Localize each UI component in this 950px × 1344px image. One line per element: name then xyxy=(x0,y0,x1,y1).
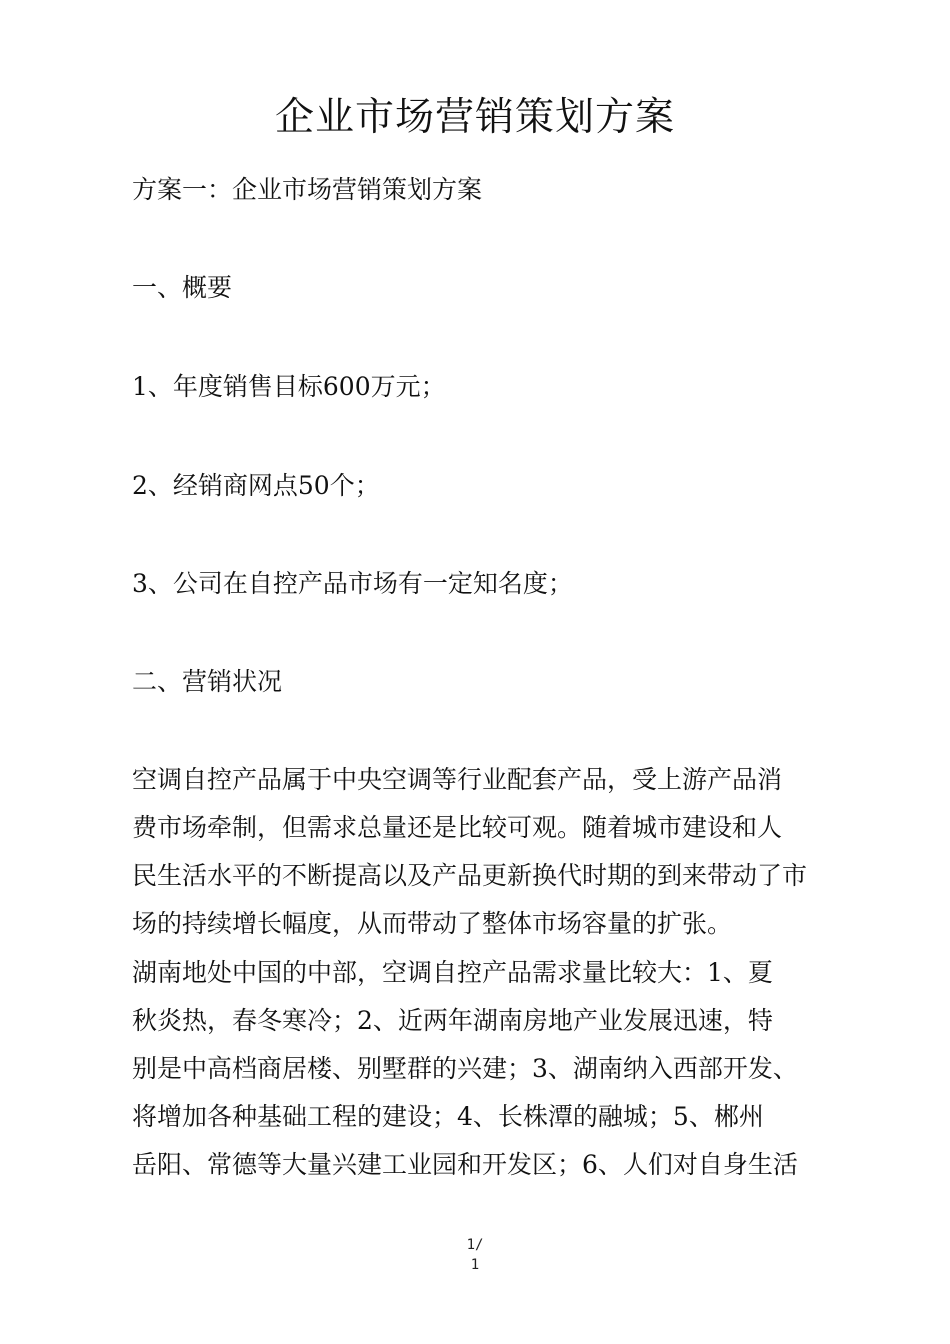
page-number-line: 1 xyxy=(470,1257,480,1273)
section-heading-overview: 一、概要 xyxy=(132,273,233,302)
body-paragraph xyxy=(132,956,832,1196)
paragraph-line: 秋炎热，春冬寒冷；2、近两年湖南房地产业发展迅速，特 xyxy=(132,1006,773,1035)
paragraph-line: 湖南地处中国的中部，空调自控产品需求量比较大：1、夏 xyxy=(132,958,773,987)
page-number-line: 1/ xyxy=(466,1237,484,1253)
paragraph-line: 费市场牵制，但需求总量还是比较可观。随着城市建设和人 xyxy=(132,813,783,842)
list-item: 1、年度销售目标600万元； xyxy=(132,372,446,401)
paragraph-line: 别是中高档商居楼、别墅群的兴建；3、湖南纳入西部开发、 xyxy=(132,1054,798,1083)
document-subtitle: 方案一：企业市场营销策划方案 xyxy=(132,175,483,204)
paragraph-line: 场的持续增长幅度，从而带动了整体市场容量的扩张。 xyxy=(132,909,733,938)
section-heading-marketing-status: 二、营销状况 xyxy=(132,667,283,696)
paragraph-line: 将增加各种基础工程的建设；4、长株潭的融城；5、郴州 xyxy=(132,1102,764,1131)
document-title: 企业市场营销策划方案 xyxy=(274,95,675,140)
paragraph-line: 空调自控产品属于中央空调等行业配套产品，受上游产品消 xyxy=(132,765,783,794)
paragraph-line: 民生活水平的不断提高以及产品更新换代时期的到来带动了市 xyxy=(132,861,808,890)
list-item: 3、公司在自控产品市场有一定知名度； xyxy=(132,569,573,598)
page-number xyxy=(0,1235,950,1275)
paragraph-line: 岳阳、常德等大量兴建工业园和开发区；6、人们对自身生活 xyxy=(132,1150,798,1179)
list-item: 2、经销商网点50个； xyxy=(132,471,380,500)
body-paragraph xyxy=(132,763,832,955)
